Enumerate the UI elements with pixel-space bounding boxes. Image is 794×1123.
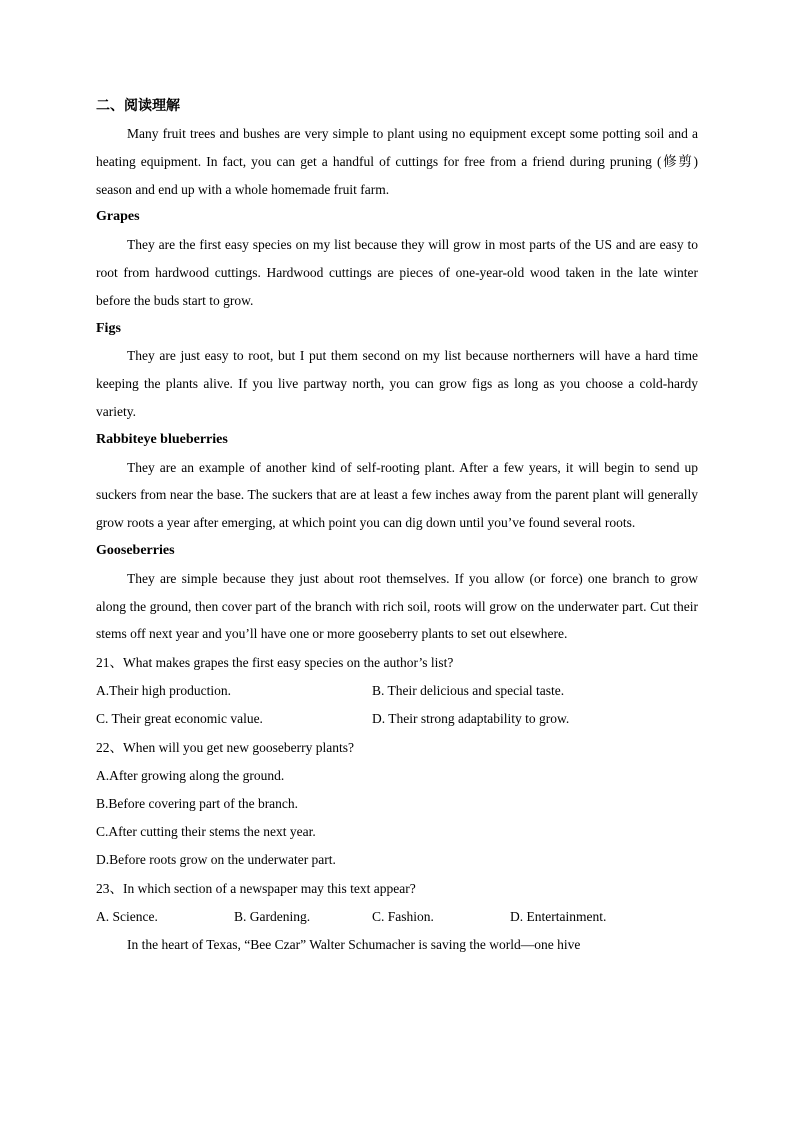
heading-gooseberries: Gooseberries [96, 542, 175, 558]
next-passage-opening: In the heart of Texas, “Bee Czar” Walter Schumacher is saving the world—one hive [127, 937, 581, 953]
paragraph-figs: They are just easy to root, but I put them second on my list because northerners will have a hard time keeping the plants alive. If you live partway north, you can grow figs as long as you choose a cold-hardy variety. [96, 348, 698, 419]
option-b: B.Before covering part of the branch. [96, 796, 299, 812]
question-21-options-row-1 [96, 677, 698, 705]
heading-rabbiteye-blueberries: Rabbiteye blueberries [96, 431, 228, 447]
option-d: D. Their strong adaptability to grow. [372, 711, 570, 727]
option-a: A. Science. [96, 909, 158, 925]
option-b: B. Their delicious and special taste. [372, 683, 565, 699]
question-21-options-row-2 [96, 705, 698, 733]
option-a: A.Their high production. [96, 683, 231, 699]
document-page [96, 92, 698, 959]
option-b: B. Gardening. [234, 909, 311, 925]
option-a: A.After growing along the ground. [96, 768, 285, 784]
question-23: 23、In which section of a newspaper may this text appear? [96, 881, 416, 897]
paragraph-grapes: They are the first easy species on my list because they will grow in most parts of the US and are easy to root from hardwood cuttings. Hardwood cuttings are pieces of one-year-old wood taken in the late winter before the buds start to grow. [96, 237, 698, 308]
option-d: D.Before roots grow on the underwater part. [96, 852, 336, 868]
question-23-options-row [96, 903, 698, 931]
intro-paragraph: Many fruit trees and bushes are very simple to plant using no equipment except some potting soil and a heating equipment. In fact, you can get a handful of cuttings for free from a friend during pruning (修剪) season and end up with a whole homemade fruit farm. [96, 126, 698, 197]
option-c: C.After cutting their stems the next year. [96, 824, 316, 840]
option-d: D. Entertainment. [510, 909, 607, 925]
heading-grapes: Grapes [96, 209, 140, 225]
paragraph-rabbiteye-blueberries: They are an example of another kind of self-rooting plant. After a few years, it will begin to send up suckers from near the base. The suckers that are at least a few inches away from the parent plant will generally grow roots a year after emerging, at which point you can dig down until you’ve found several roots. [96, 459, 698, 531]
option-c: C. Their great economic value. [96, 711, 263, 727]
paragraph-gooseberries: They are simple because they just about root themselves. If you allow (or force) one branch to grow along the ground, then cover part of the branch with rich soil, roots will grow on the underwater part. Cut their stems off next year and you’ll have one or more gooseberry plants to set out elsewhere. [96, 570, 698, 642]
option-c: C. Fashion. [372, 909, 434, 925]
heading-figs: Figs [96, 320, 121, 336]
question-21: 21、What makes grapes the first easy species on the author’s list? [96, 655, 454, 671]
section-title: 二、阅读理解 [96, 98, 180, 114]
question-22: 22、When will you get new gooseberry plants? [96, 740, 354, 756]
